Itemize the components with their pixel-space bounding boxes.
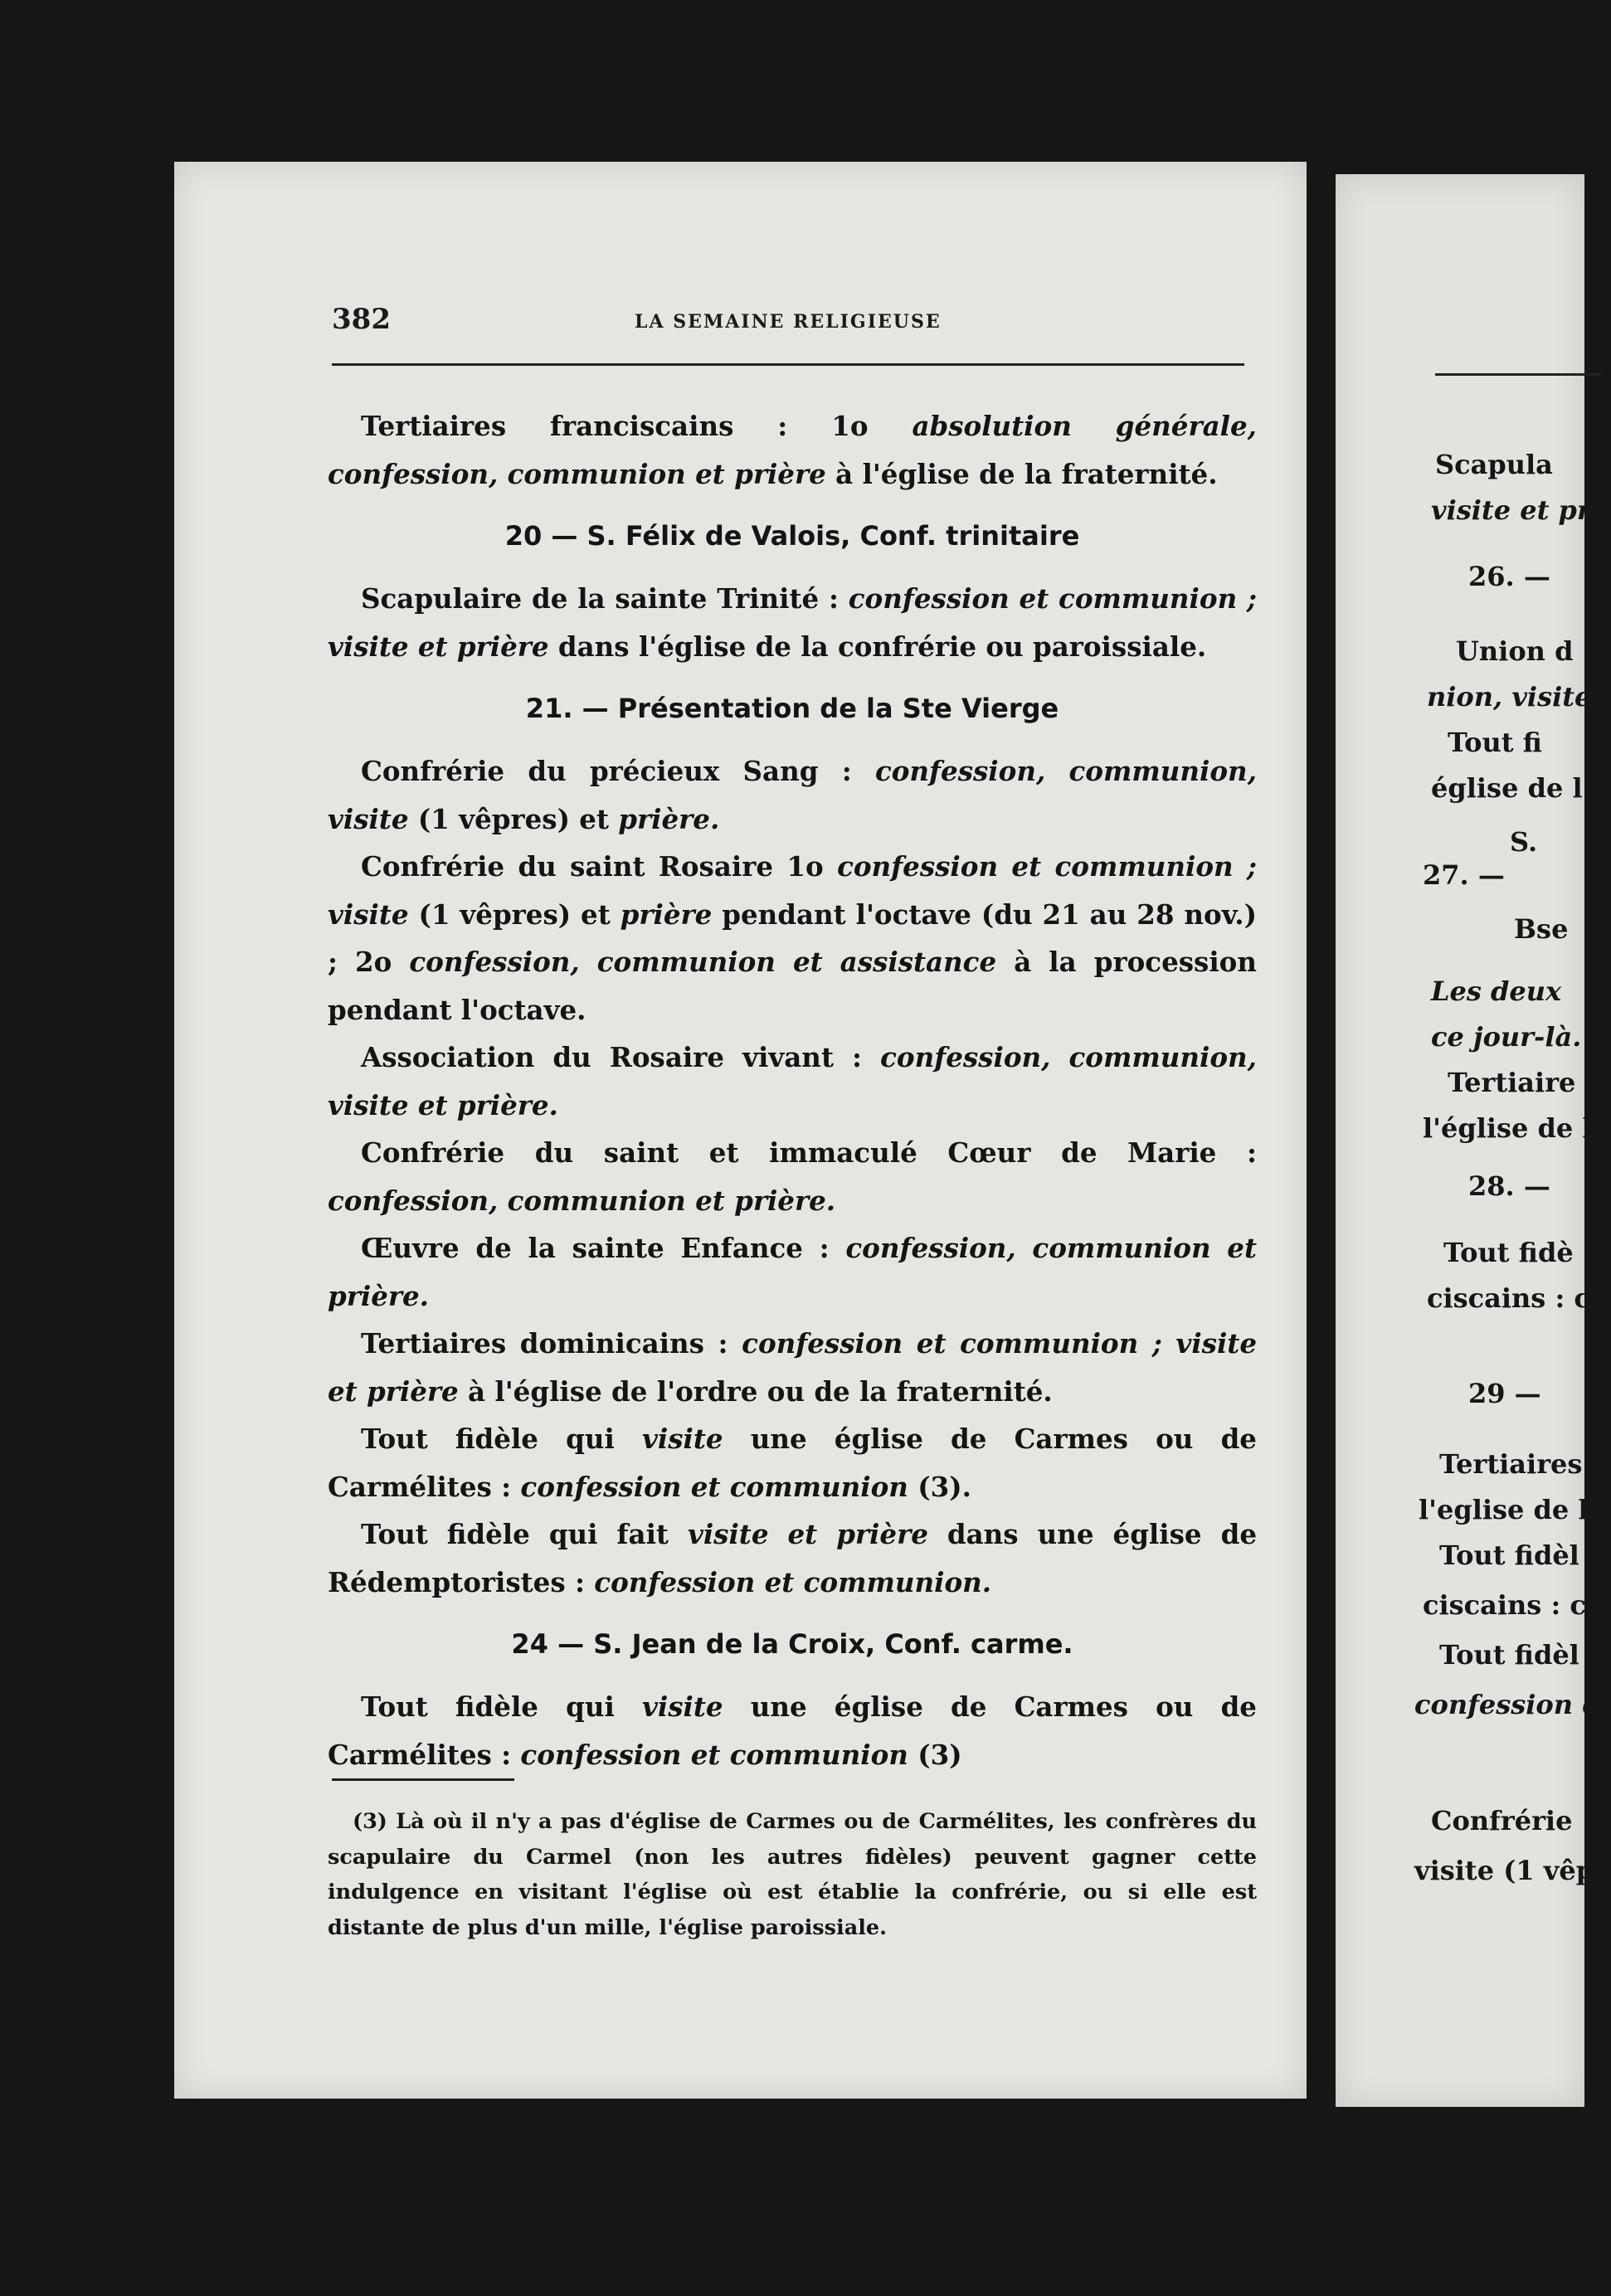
right-page-fragment: confession et: [1414, 1689, 1611, 1720]
right-header-rule: [1435, 373, 1601, 376]
paragraph: Confrérie du saint et immaculé Cœur de Marie : confession, communion et prière.: [328, 1136, 1257, 1217]
right-page-fragment: Tout fidèl: [1439, 1540, 1579, 1571]
paragraph: Œuvre de la sainte Enfance : confession, communion et prière.: [328, 1232, 1257, 1312]
right-page: [1336, 174, 1611, 2107]
section-heading: 20 — S. Félix de Valois, Conf. trinitaire: [504, 520, 1080, 552]
right-page-fragment: 29 —: [1468, 1378, 1541, 1409]
right-page-fragment: ciscains : co: [1423, 1589, 1604, 1621]
paragraph: Tout fidèle qui visite une église de Carmes ou de Carmélites : confession et communion (3).: [328, 1423, 1257, 1503]
right-page-fragment: 27. —: [1423, 859, 1505, 891]
paragraph: Tertiaires franciscains : 1o absolution générale, confession, communion et prière à l'église de la fraternité.: [328, 410, 1257, 490]
paragraph: Confrérie du précieux Sang : confession, communion, visite (1 vêpres) et prière.: [328, 755, 1257, 835]
paragraph: Confrérie du saint Rosaire 1o confession et communion ; visite (1 vêpres) et prière pendant l'octave (du 21 au 28 nov.) ; 2o confession, communion et assistance à la procession pendant l'octave.: [328, 850, 1258, 1026]
header-rule: [332, 363, 1244, 366]
right-page-fragment: S.: [1510, 826, 1538, 858]
footnote-rule: [332, 1778, 514, 1781]
right-page-fragment: Union d: [1456, 635, 1574, 667]
right-page-fragment: Tout fi: [1448, 727, 1542, 758]
right-page-fragment: visite (1 vêpr: [1414, 1855, 1609, 1886]
text-block: [328, 402, 1257, 1778]
right-page-fragment: ciscains : co: [1427, 1282, 1609, 1314]
page-number: 382: [332, 303, 391, 336]
right-page-fragment: visite et pr: [1431, 494, 1591, 526]
right-page-fragment: Confrérie: [1431, 1805, 1573, 1836]
section-heading: 21. — Présentation de la Ste Vierge: [525, 693, 1059, 724]
right-page-fragment: Les deux: [1431, 975, 1562, 1007]
footnote-text: (3) Là où il n'y a pas d'église de Carmes ou de Carmélites, les confrères du scapulaire du Carmel (non les autres fidèles) peuvent gagner cette indulgence en visitant l'église où est établie la confrérie, ou si elle est distante de plus d'un mille, l'église paroissiale.: [328, 1809, 1257, 1940]
paragraph: Tertiaires dominicains : confession et communion ; visite et prière à l'église de l'ordre ou de la fraternité.: [328, 1327, 1257, 1408]
paragraph: Tout fidèle qui fait visite et prière dans une église de Rédemptoristes : confession et communion.: [328, 1518, 1257, 1598]
right-page-fragment: église de l: [1431, 772, 1583, 804]
running-head: LA SEMAINE RELIGIEUSE: [635, 311, 942, 333]
right-page-fragment: Tertiaire: [1448, 1067, 1576, 1098]
right-page-fragment: Tout fidèl: [1439, 1639, 1579, 1671]
section-heading: 24 — S. Jean de la Croix, Conf. carme.: [511, 1628, 1073, 1660]
right-page-fragment: l'eglise de l': [1419, 1494, 1597, 1525]
paragraph: Tout fidèle qui visite une église de Carmes ou de Carmélites : confession et communion (3): [328, 1690, 1257, 1771]
right-page-fragment: Tout fidè: [1443, 1237, 1574, 1268]
right-page-fragment: Bse: [1514, 913, 1569, 945]
right-page-fragment: 26. —: [1468, 561, 1550, 592]
right-page-fragment: Scapula: [1435, 449, 1553, 480]
right-page-fragment: l'église de l: [1423, 1112, 1593, 1144]
paragraph: Association du Rosaire vivant : confession, communion, visite et prière.: [328, 1041, 1257, 1121]
right-page-fragment: ce jour-là.: [1431, 1021, 1582, 1053]
paragraph: Scapulaire de la sainte Trinité : confession et communion ; visite et prière dans l'église de la confrérie ou paroissiale.: [328, 582, 1257, 663]
right-page-fragment: 28. —: [1468, 1170, 1550, 1202]
right-page-fragment: Tertiaires: [1439, 1448, 1583, 1480]
footnote: [328, 1804, 1257, 1945]
right-page-fragment: nion, visite: [1427, 681, 1592, 713]
left-page: [174, 162, 1307, 2099]
